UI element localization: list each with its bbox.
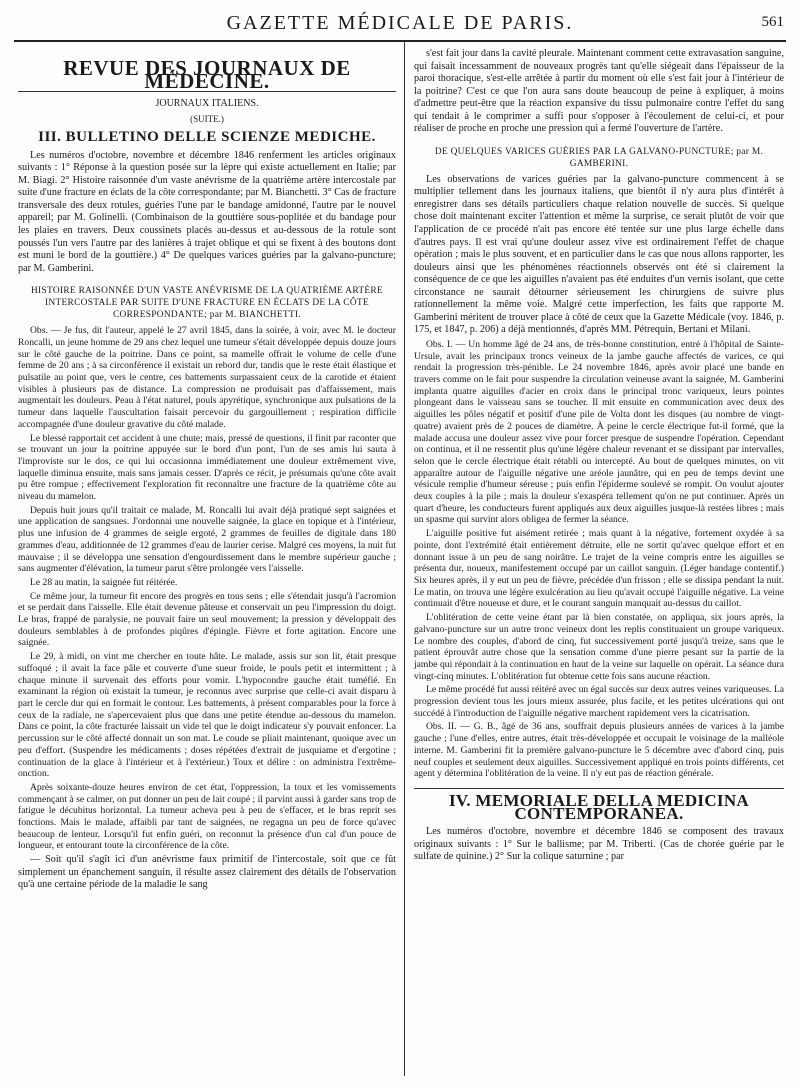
page-header <box>14 8 786 42</box>
article-heading-gamberini: DE QUELQUES VARICES GUÉRIES PAR LA GALVANO-PUNCTURE; par M. GAMBERINI. <box>434 146 764 169</box>
observation-1: Obs. I. — Un homme âgé de 24 ans, de très-bonne constitution, entré à l'hôpital de Sainte-Ursule, avait les principaux troncs veineux de la jambe gauche affectés de varices, ce qui rendait la progression très-pénible. Le 24 novembre 1846, après avoir placé une bande en travers comme on le fait pour suspendre la circulation veineuse avant la saignée, M. Gamberini implanta quatre aiguilles d'acier en croix dans le principal tronc variqueux, leurs pointes plongeant dans le vaisseau sans se toucher. Il mit ensuite en communication avec deux des aiguilles les pôles négatif et positif d'une pile de Volta dont les disques (au nombre de vingt-quatre) avaient près de 2 pouces de diamètre. À peine le cercle électrique fut-il formé, que la malade accusa une douleur assez vive pour forcer presque de suspendre l'opération. Cependant on continua, et il ne ressentit plus qu'une légère chaleur revenant et se dissipant par intervalles, selon que le cercle électrique était rétabli ou intercepté. Au bout de quelques minutes, on vit apparaître autour de l'aiguille négative une aréole jaunâtre, qui en peu de temps devint une vésicule remplie d'humeur séreuse ; puis enfin l'épiderme soulevé se rompit. On voulut ajouter deux couples à la pile ; mais la douleur s'exaspéra tellement qu'on ne put continuer. Après un quart d'heure, les conducteurs furent appliqués aux deux aiguilles jusque-là restées libres ; mais un spasme qui survint alors obligea de fermer la séance. <box>414 338 784 526</box>
observation-2: Obs. II. — G. B., âgé de 36 ans, souffrait depuis plusieurs années de varices à la jambe gauche ; l'une d'elles, entre autres, était très-développée et occupait le voisinage de la malléole interne. M. Gamberini fit la première galvano-puncture le 5 décembre avec d'abord cinq, puis neuf couples et seulement deux aiguilles. Successivement appliqué en trois points différents, cet agent y détermina l'oblitération de la veine. Il n'y eut pas de réaction générale. <box>414 721 784 780</box>
memoriale-intro: Les numéros d'octobre, novembre et décembre 1846 se composent des travaux originaux suivants : 1° Sur le ballisme; par M. Triberti. (Cas de chorée guérie par le sulfate de quinine.) 2° Sur la colique saturnine ; par <box>414 826 784 863</box>
paragraph: L'oblitération de cette veine étant par là bien constatée, on appliqua, six jours après, la galvano-puncture sur un autre tronc veineux dont les replis constituaient un groupe variqueux. Le nombre des couples, d'abord de cinq, fut successivement porté jusqu'à treize, sans que le patient éprouvât autre chose que la sensation comme d'une pierre pesant sur la partie de la jambe qui répondait à la continuation en haut de la veine sur laquelle on opérait. La séance dura vingt-cinq minutes. L'oblitération fut obtenue cette fois sans aucune réaction. <box>414 612 784 682</box>
paragraph: Les observations de varices guéries par la galvano-puncture commencent à se multiplier tellement dans les journaux italiens, que bientôt il n'y aura plus d'intérêt à enregistrer dans ses détails particuliers chaque relation nouvelle de succès. Si quelque chose doit maintenant exciter l'attention et même la surprise, ce serait plutôt de voir que l'application de ce procédé n'ait pas encore été tentée sur une plus large échelle dans d'autres pays. Il est vrai qu'une douleur assez vive est ordinairement l'effet de chaque opération ; mais le plus souvent, et en particulier dans le cas que nous allons rapporter, les douleurs ainsi que les phénomènes réactionnels observés ont été si clairement la conséquence de ce que les aiguilles n'avaient pas été enduites d'un vernis isolant, que cette circonstance ne saurait détourner sérieusement les chirurgiens de suivre plus rationnellement la même voie. Malgré cette imperfection, les faits que rapporte M. Gamberini méritent de trouver place à côté de ceux que la Gazette Médicale (voy. 1846, p. 175, et 1847, p. 206) a déjà mentionnés, d'après MM. Pétrequin, Bertani et Milani. <box>414 173 784 336</box>
paragraph: Ce même jour, la tumeur fit encore des progrès en tous sens ; elle s'étendait jusqu'à l'acromion et se perdait dans l'aisselle. Elle était devenue pâteuse et conservait un peu l'impression du doigt. Le bras, frappé de paralysie, ne pouvait faire un seul mouvement; la pression y développait des douleurs semblables à de profondes piqûres d'épingle. Fièvre et forte agitation. Encore une saignée. <box>18 590 396 649</box>
paragraph: — Soit qu'il s'agît ici d'un anévrisme faux primitif de l'intercostale, soit que ce fût simplement un épanchement sanguin, il résulte assez clairement des détails de l'observation qu'à une certaine période de la maladie le sang <box>18 854 396 891</box>
continued-label: (SUITE.) <box>190 113 224 124</box>
paragraph: Le blessé rapportait cet accident à une chute; mais, pressé de questions, il finit par raconter que se trouvant un jour la poitrine appuyée sur le bord d'un pont, l'un de ses amis lui sauta à l'improviste sur le dos, ce qui lui occasionna immédiatement une douleur extrêmement vive, laquelle diminua ensuite, mais sans jamais cesser. D'après ce récit, je présumais qu'une côte avait pu être rompue ; effectivement l'exploration fit reconnaître une fracture de la quatrième côte au niveau du mamelon. <box>18 432 396 503</box>
section-title: REVUE DES JOURNAUX DE MÉDECINE. <box>18 62 396 92</box>
bulletin-title: III. BULLETINO DELLE SCIENZE MEDICHE. <box>38 129 376 146</box>
left-column <box>18 46 396 894</box>
subsection-title: JOURNAUX ITALIENS. <box>155 98 259 110</box>
paragraph: L'aiguille positive fut aisément retirée ; mais quant à la négative, fortement oxydée à sa pointe, dont l'extrémité était entièrement détruite, elle ne sortit qu'avec quelque effort et en donnant issue à un peu de sang noirâtre. Le trajet de la veine compris entre les aiguilles se présenta dur, noueux, manifestement occupé par un caillot sanguin. (Léger bandage contentif.) Six heures après, il y eut un peu de fièvre, précédée d'un frisson ; elle se dissipa pendant la nuit. Le matin, on trouva une légère exulcération au lieu qu'avait occupé l'aiguille négative. La veine continuait d'être noueuse et dure, et le courant sanguin manquait au-dessus du caillot. <box>414 528 784 610</box>
paragraph: Depuis huit jours qu'il traitait ce malade, M. Roncalli lui avait déjà pratiqué sept saignées et une application de sangsues. J'ordonnai une nouvelle saignée, la glace en topique et à l'intérieur, plus une infusion de 4 grammes de seigle ergoté, 2 grammes de feuilles de digitale dans 180 grammes d'eau, additionnée de 12 grammes d'eau de laurier cerise. Malgré ces moyens, la nuit fut mauvaise ; il se développa une sensation d'engourdissement dans le membre supérieur gauche ; sans augmenter d'élévation, la tumeur parut s'être prolongée vers l'aisselle. <box>18 504 396 575</box>
right-column <box>414 48 784 866</box>
paragraph: Le même procédé fut aussi réitéré avec un égal succès sur deux autres veines variqueuses. La progression devient tous les jours mieux assurée, plus facile, et les petites ulcérations qui ont succédé à l'introduction de l'aiguille négative marchent rapidement vers la cicatrisation. <box>414 684 785 719</box>
article-heading-bianchetti: HISTOIRE RAISONNÉE D'UN VASTE ANÉVRISME DE LA QUATRIÈME ARTÈRE INTERCOSTALE PAR SUITE D'UNE FRACTURE EN ÉCLATS DE LA CÔTE CORRESPONDANTE; par M. BIANCHETTI. <box>30 286 384 321</box>
paragraph: s'est fait jour dans la cavité pleurale. Maintenant comment cette extravasation sanguine, qui faisait incessamment de nouveaux progrès tant qu'elle siégeait dans l'épaisseur de la paroi thoracique, s'est-elle arrêtée à partir du moment où elle s'est fait jour à l'intérieur de la poitrine? C'est ce que l'on aura sans doute beaucoup de peine à expliquer, à moins d'admettre peut-être que la réaction expansive du tissu pulmonaire contre l'effet du sang qui tendait à le comprimer a suffi pour s'opposer à l'écoulement de celui-ci, et pour réaliser de proche en proche une pression qui a fermé l'ouverture de l'artère. <box>414 48 784 135</box>
paragraph: Obs. — Je fus, dit l'auteur, appelé le 27 avril 1845, dans la soirée, à voir, avec M. le docteur Roncalli, un jeune homme de 29 ans chez lequel une tumeur s'était développée depuis douze jours sur le côté gauche de la poitrine. Dans ce point, sa mamelle offrait le volume de celle d'une femme de 20 ans ; à sa circonférence il existait un rebord dur, tandis que le reste était élastique et pulsatile au point que, vers le centre, ces battements surpassaient ceux de la carotide et étaient visibles à plusieurs pas de distance. La compression ne produisait pas d'affaissement, mais augmentait les douleurs. Peau à l'état naturel, pouls apyrétique, synchronique aux pulsations de la tumeur dans laquelle l'auscultation faisait percevoir du gargouillement ; respiration difficile accompagnée d'une douleur gravative du côté malade. <box>18 325 396 430</box>
memoriale-title: IV. MEMORIALE DELLA MEDICINA CONTEMPORANEA. <box>414 788 784 820</box>
paragraph: Le 29, à midi, on vint me chercher en toute hâte. Le malade, assis sur son lit, était presque suffoqué ; il avait la face pâle et couverte d'une sueur froide, le pouls petit et intermittent ; à chaque minute il survenait des efforts pour vomir. L'hypocondre gauche était tuméfié. En examinant la région où existait la tumeur, je reconnus avec surprise que celle-ci avait disparu à part le cercle dur qui en formait le contour. Les battements, à présent comparables pour la force à ceux de la radiale, ne s'apercevaient plus que dans une petite étendue au-dessous du mamelon. Dans ce point, la côte fracturée laissait un vide tel que le doigt indicateur s'y pouvait enfoncer. La percussion sur le côté affecté donnait un son mat. Le coude se pliait maintenant, quoique avec un peu d'effort. (Suspendre les médicaments ; doses répétées d'extrait de jusquiame et d'ergotine ; continuation de la glace à l'intérieur et à l'extérieur.) Toux et délire : on administra l'extrême-onction. <box>18 651 396 780</box>
paragraph: Après soixante-douze heures environ de cet état, l'oppression, la toux et les vomissements commençant à se calmer, on put donner un peu de lait coupé ; il parvint aussi à garder sans trop de fatigue le décubitus horizontal. La tumeur acheva peu à peu de s'effacer, et le bras reprit ses fonctions. Mais le malade, affaibli par tant de saignées, ne regagna un peu de force qu'avec beaucoup de lenteur. Lorsqu'il fut enfin guéri, on reconnut la présence d'un cal d'un pouce de longueur, et entourant toute la circonférence de la côte. <box>18 781 396 852</box>
bulletin-intro: Les numéros d'octobre, novembre et décembre 1846 renferment les articles originaux suivants : 1° Réponse à la question posée sur la lèpre qui existe actuellement en Italie; par M. Biagi. 2° Histoire raisonnée d'un vaste anévrisme de la quatrième artère intercostale par suite d'une fracture en éclats de la côte correspondante; par M. Bianchetti. 3° Cas de fracture transversale des deux rotules, guéries l'une par le bandage amidonné, l'autre par le nouvel appareil; par M. Golinelli. (Combinaison de la gouttière sous-poplitée et du bandage pour les plaies en travers. Deux coussinets placés au-dessus et au-dessous de la rotule sont poussés l'un vers l'autre par des lanières à trajet oblique et qui se fixent à des boutons dont est muni le bord de la gouttière.) 4° De quelques varices guéries par la galvano-puncture; par M. Gamberini. <box>18 149 396 274</box>
page-number: 561 <box>761 14 784 30</box>
column-divider <box>404 42 405 1076</box>
paragraph: Le 28 au matin, la saignée fut réitérée. <box>30 576 178 588</box>
journal-title: GAZETTE MÉDICALE DE PARIS. <box>226 12 574 34</box>
